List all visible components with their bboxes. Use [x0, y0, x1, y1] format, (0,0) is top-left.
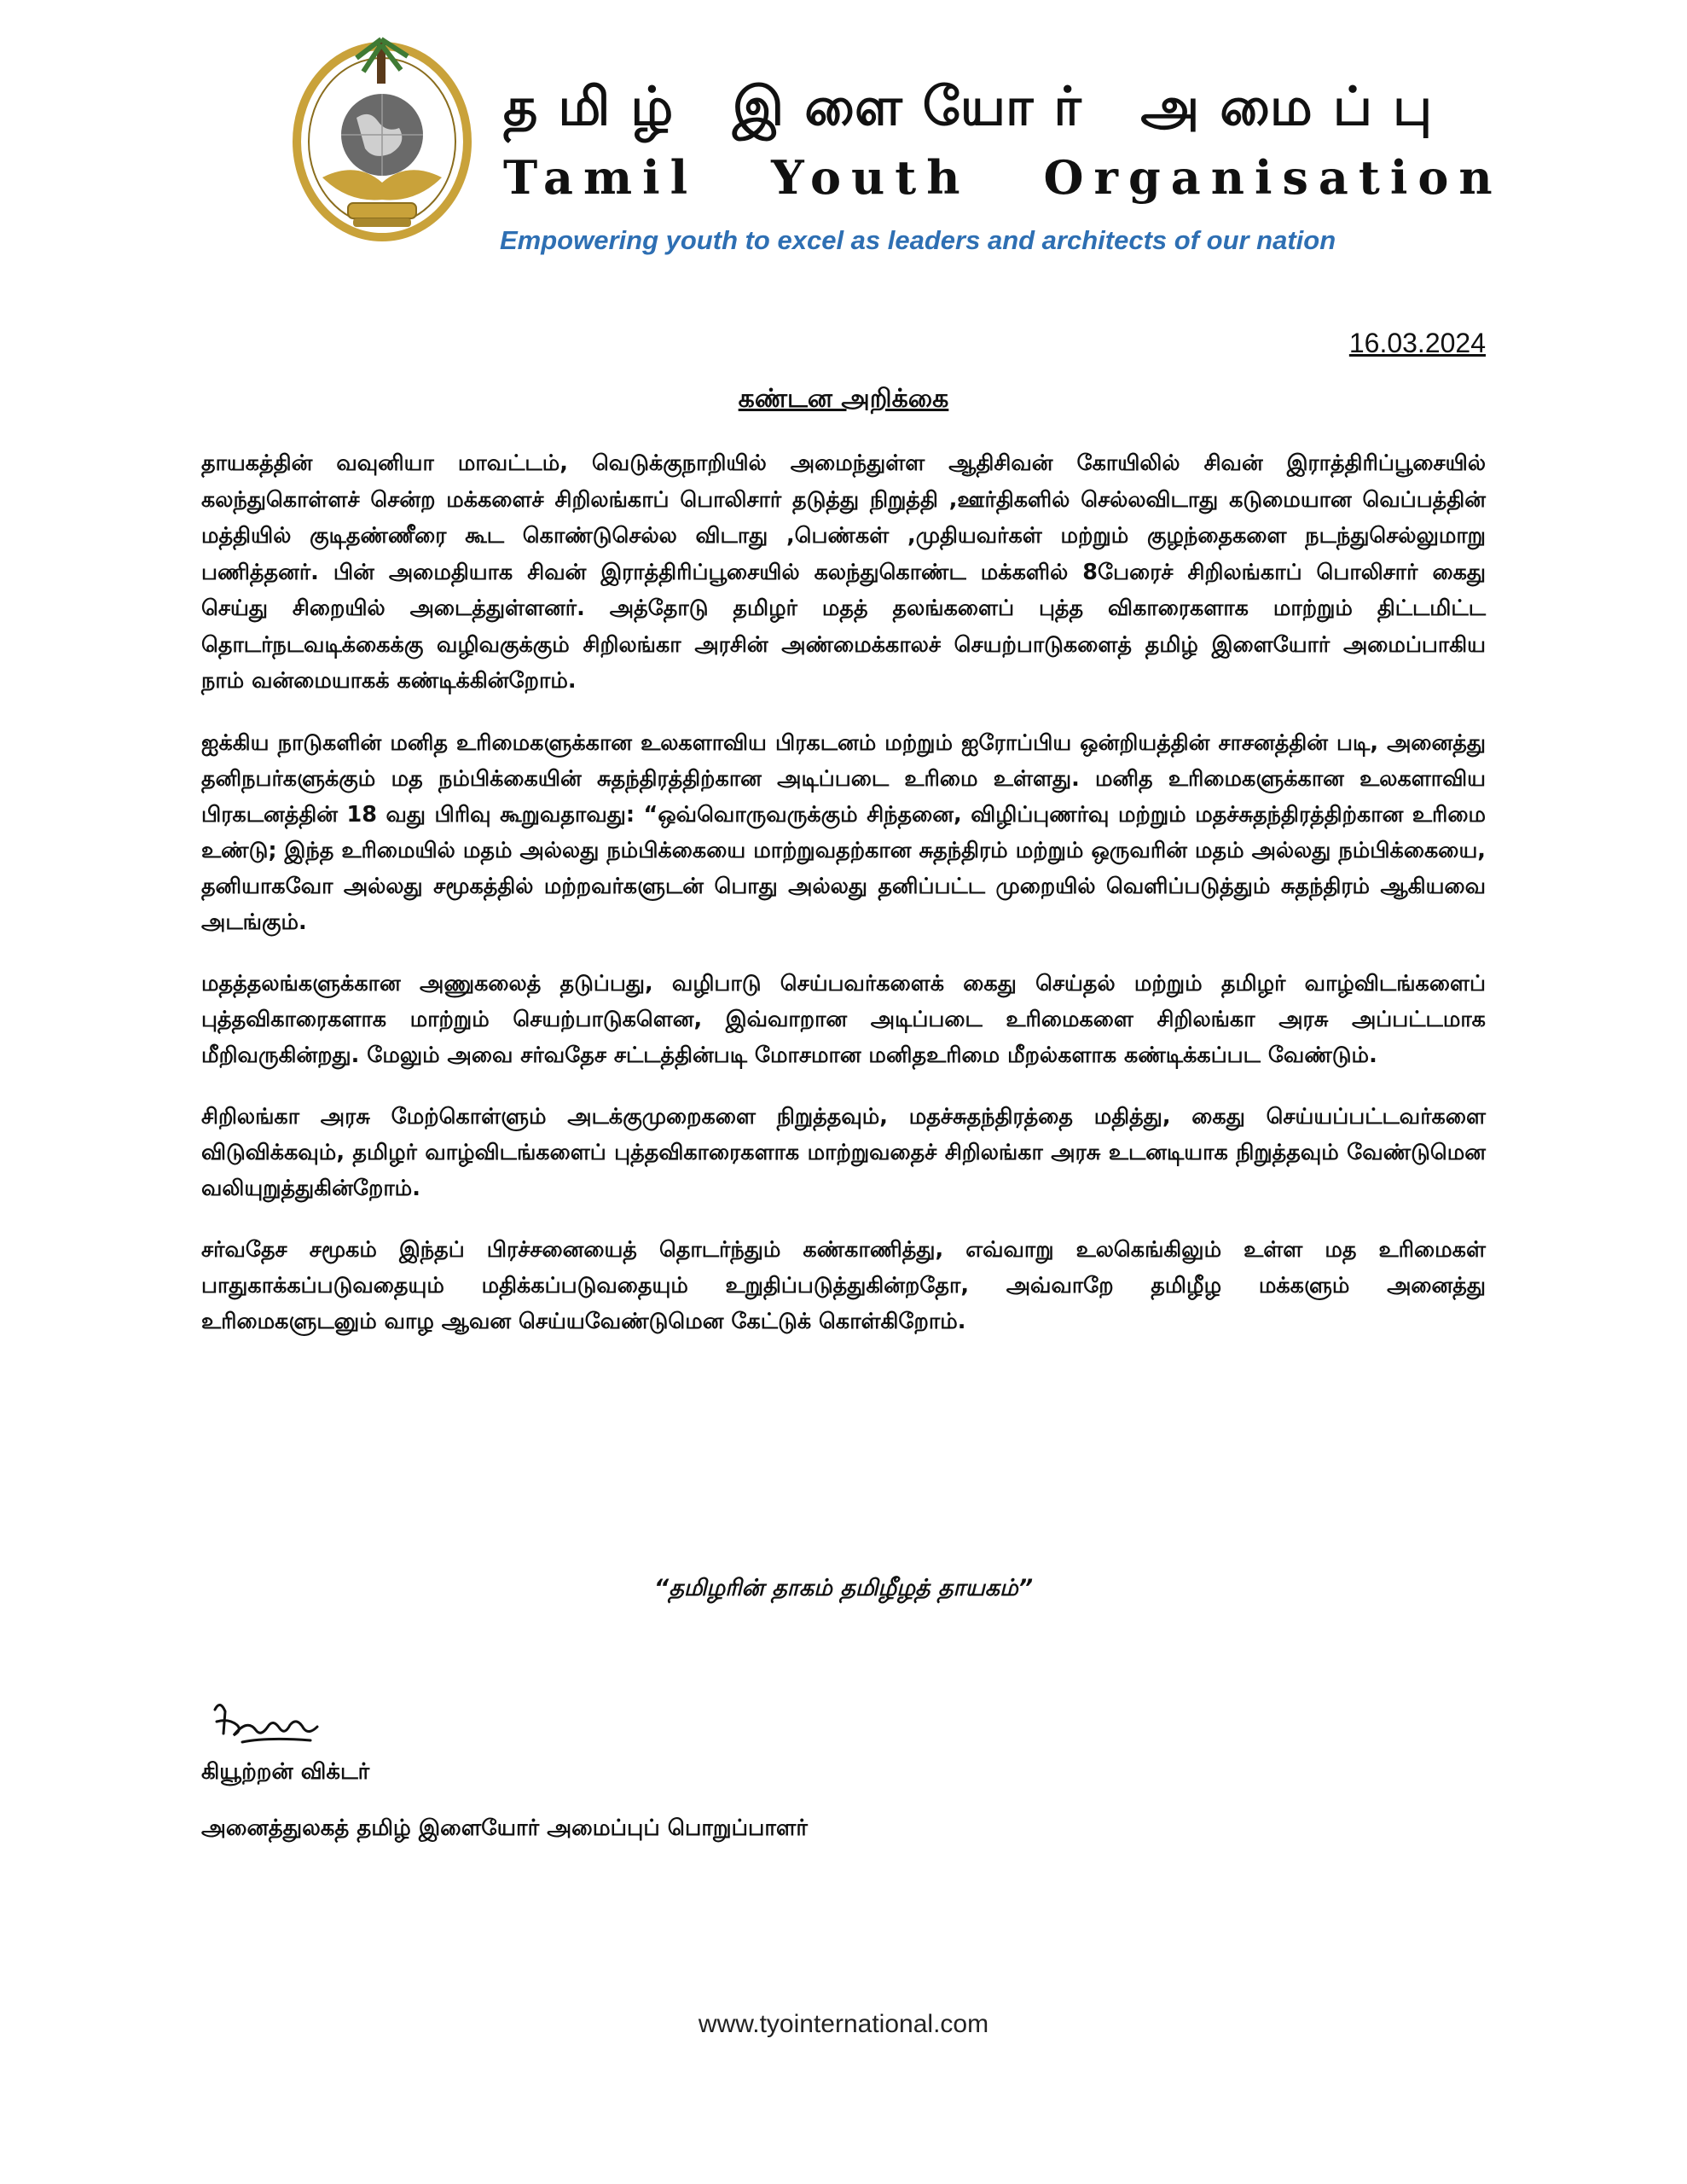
- org-name-word: Organisation: [1043, 150, 1503, 205]
- footer-website-link[interactable]: www.tyointernational.com: [698, 2010, 989, 2038]
- paragraph: ஐக்கிய நாடுகளின் மனித உரிமைகளுக்கான உலகளாவிய பிரகடனம் மற்றும் ஐரோப்பிய ஒன்றியத்தின் சாசனத்தின் படி, அனைத்து தனிநபர்களுக்கும் மத நம்பிக்கையின் சுதந்திரத்திற்கான அடிப்படை உரிமை உள்ளது. மனித உரிமைகளுக்கான உலகளாவிய பிரகடனத்தின் 18 வது பிரிவு கூறுவதாவது: “ஒவ்வொருவருக்கும் சிந்தனை, விழிப்புணர்வு மற்றும் மதச்சுதந்திரத்திற்கான உரிமை உண்டு; இந்த உரிமையில் மதம் அல்லது நம்பிக்கையை மாற்றுவதற்கான சுதந்திரம் மற்றும் ஒருவரின் மதம் அல்லது நம்பிக்கையை, தனியாகவோ அல்லது சமூகத்தில் மற்றவர்களுடன் பொது அல்லது தனிப்பட்ட முறையில் வெளிப்படுத்தும் சுதந்திரம் ஆகியவை அடங்கும்.: [201, 729, 1486, 935]
- document-date: 16.03.2024: [1348, 328, 1486, 358]
- org-name-word: Tamil: [503, 150, 699, 205]
- signer-name: கியூற்றன் விக்டர்: [201, 1759, 370, 1785]
- organisation-logo-icon: [288, 32, 476, 246]
- tagline: Empowering youth to excel as leaders and architects of our nation: [500, 225, 1336, 255]
- org-name-tamil: தமிழ் இளையோர் அமைப்பு: [503, 75, 1453, 137]
- paragraph: தாயகத்தின் வவுனியா மாவட்டம், வெடுக்குநாறியில் அமைந்துள்ள ஆதிசிவன் கோயிலில் சிவன் இராத்திரிப்பூசையில் கலந்துகொள்ளச் சென்ற மக்களைச் சிறிலங்காப் பொலிசார் தடுத்து நிறுத்தி ,ஊர்திகளில் செல்லவிடாது கடுமையான வெப்பத்தின் மத்தியில் குடிதண்ணீரை கூட கொண்டுசெல்ல விடாது ,பெண்கள் ,முதியவர்கள் மற்றும் குழந்தைகளை நடந்துசெல்லுமாறு பணித்தனர். பின் அமைதியாக சிவன் இராத்திரிப்பூசையில் கலந்துகொண்ட மக்களில் 8பேரைச் சிறிலங்காப் பொலிசார் கைது செய்து சிறையில் அடைத்துள்ளனர். அத்தோடு தமிழர் மதத் தலங்களைப் புத்த விகாரைகளாக மாற்றும் திட்டமிட்ட தொடர்நடவடிக்கைக்கு வழிவகுக்கும் சிறிலங்கா அரசின் அண்மைக்காலச் செயற்பாடுகளைத் தமிழ் இளையோர் அமைப்பாகிய நாம் வன்மையாகக் கண்டிக்கின்றோம்.: [201, 450, 1486, 694]
- letterhead: [271, 26, 1503, 256]
- org-name-english: [503, 150, 1503, 205]
- paragraph: சர்வதேச சமூகம் இந்தப் பிரச்சனையைத் தொடர்ந்தும் கண்காணித்து, எவ்வாறு உலகெங்கிலும் உள்ள மத உரிமைகள் பாதுகாக்கப்படுவதையும் மதிக்கப்படுவதையும் உறுதிப்படுத்துகின்றதோ, அவ்வாறே தமிழீழ மக்களும் அனைத்து உரிமைகளுடனும் வாழ ஆவன செய்யவேண்டுமென கேட்டுக் கொள்கிறோம்.: [201, 1236, 1486, 1334]
- signer-title: அனைத்துலகத் தமிழ் இளையோர் அமைப்புப் பொறுப்பாளர்: [201, 1815, 808, 1841]
- org-name-word: Youth: [771, 150, 971, 205]
- document-title: கண்டன அறிக்கை: [738, 384, 949, 414]
- paragraph: மதத்தலங்களுக்கான அணுகலைத் தடுப்பது, வழிபாடு செய்பவர்களைக் கைது செய்தல் மற்றும் தமிழர் வாழ்விடங்களைப் புத்தவிகாரைகளாக மாற்றும் செயற்பாடுகளென, இவ்வாறான அடிப்படை உரிமைகளை சிறிலங்கா அரசு அப்பட்டமாக மீறிவருகின்றது. மேலும் அவை சர்வதேச சட்டத்தின்படி மோசமான மனிதஉரிமை மீறல்களாக கண்டிக்கப்பட வேண்டும்.: [201, 970, 1486, 1068]
- handwritten-signature-icon: [208, 1693, 328, 1752]
- statement-body: [201, 445, 1486, 1365]
- paragraph: சிறிலங்கா அரசு மேற்கொள்ளும் அடக்குமுறைகளை நிறுத்தவும், மதச்சுதந்திரத்தை மதித்து, கைது செய்யப்பட்டவர்களை விடுவிக்கவும், தமிழர் வாழ்விடங்களைப் புத்தவிகாரைகளாக மாற்றுவதைச் சிறிலங்கா அரசு உடனடியாக நிறுத்தவும் வேண்டுமென வலியுறுத்துகின்றோம்.: [201, 1103, 1486, 1201]
- slogan: “தமிழரின் தாகம் தமிழீழத் தாயகம்”: [653, 1575, 1034, 1601]
